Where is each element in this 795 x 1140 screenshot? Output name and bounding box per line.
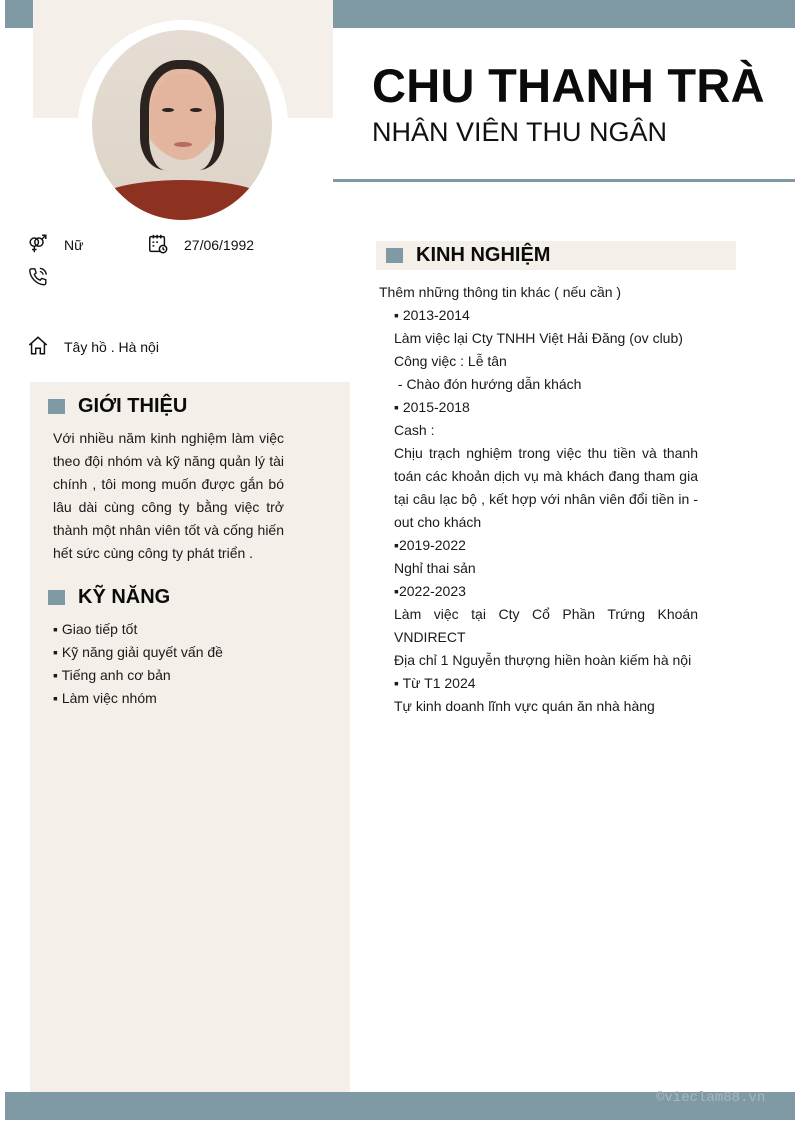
skill-item: ▪ Tiếng anh cơ bản — [53, 667, 171, 683]
birthday-value: 27/06/1992 — [184, 237, 255, 253]
experience-line: VNDIRECT — [394, 629, 466, 645]
skill-item: ▪ Làm việc nhóm — [53, 690, 157, 706]
avatar — [92, 30, 272, 220]
experience-line: ▪2022-2023 — [394, 583, 466, 599]
intro-section-title — [48, 395, 187, 418]
section-marker-icon — [386, 248, 403, 263]
job-title: NHÂN VIÊN THU NGÂN — [372, 117, 668, 147]
skills-title: KỸ NĂNG — [78, 586, 171, 608]
experience-line: ▪ 2015-2018 — [394, 399, 470, 415]
home-icon — [27, 335, 49, 362]
avatar-eye-right — [190, 108, 202, 112]
experience-line: - Chào đón hướng dẫn khách — [394, 376, 582, 392]
experience-line: toán các khoản dịch vụ mà khách đang tham gia — [394, 468, 698, 484]
experience-line: Làm việc tại Cty Cổ Phần Trứng Khoán — [394, 606, 698, 622]
candidate-name: CHU THANH TRÀ — [372, 59, 765, 112]
header-divider — [333, 179, 795, 182]
experience-line: Nghỉ thai sản — [394, 560, 476, 576]
experience-section-title — [386, 244, 550, 267]
section-marker-icon — [48, 590, 65, 605]
experience-line: Công việc : Lễ tân — [394, 353, 507, 369]
calendar-icon — [147, 233, 169, 260]
skills-section-title — [48, 586, 170, 609]
experience-line: Chịu trạch nghiệm trong việc thu tiền và thanh — [394, 445, 698, 461]
avatar-eye-left — [162, 108, 174, 112]
experience-title: KINH NGHIỆM — [416, 244, 551, 266]
experience-line: Làm việc lại Cty TNHH Việt Hải Đăng (ov club) — [394, 330, 683, 346]
avatar-shirt — [92, 180, 272, 220]
experience-line: Tự kinh doanh lĩnh vực quán ăn nhà hàng — [394, 698, 655, 714]
section-marker-icon — [48, 399, 65, 414]
phone-icon — [27, 266, 49, 293]
experience-line: ▪ Từ T1 2024 — [394, 675, 476, 691]
intro-title: GIỚI THIỆU — [78, 395, 188, 417]
experience-line: Cash : — [394, 422, 435, 438]
watermark: ©vieclam88.vn — [656, 1090, 766, 1106]
avatar-face — [150, 74, 216, 160]
experience-line: tại câu lạc bộ , kết hợp với nhân viên đổi tiền in - — [394, 491, 698, 507]
experience-list — [394, 304, 698, 718]
skill-item: ▪ Kỹ năng giải quyết vấn đề — [53, 644, 223, 660]
intro-text: Với nhiều năm kinh nghiệm làm việc theo đội nhóm và kỹ năng quản lý tài chính , tôi mong muốn được gắn bó lâu dài cùng công ty bằng việc trở thành một nhân viên tốt và cống hiến hết sức cùng công ty phát triển . — [53, 430, 284, 561]
skill-item: ▪ Giao tiếp tốt — [53, 621, 138, 637]
gender-icon — [27, 233, 49, 260]
skills-list — [53, 618, 223, 710]
experience-line: Địa chỉ 1 Nguyễn thượng hiền hoàn kiếm hà nội — [394, 652, 692, 668]
avatar-lips — [174, 142, 192, 147]
gender-value: Nữ — [64, 237, 84, 253]
experience-line: out cho khách — [394, 514, 482, 530]
experience-intro: Thêm những thông tin khác ( nếu cần ) — [379, 284, 622, 300]
experience-line: ▪ 2013-2014 — [394, 307, 470, 323]
experience-line: ▪2019-2022 — [394, 537, 466, 553]
address-value: Tây hồ . Hà nội — [64, 339, 159, 355]
